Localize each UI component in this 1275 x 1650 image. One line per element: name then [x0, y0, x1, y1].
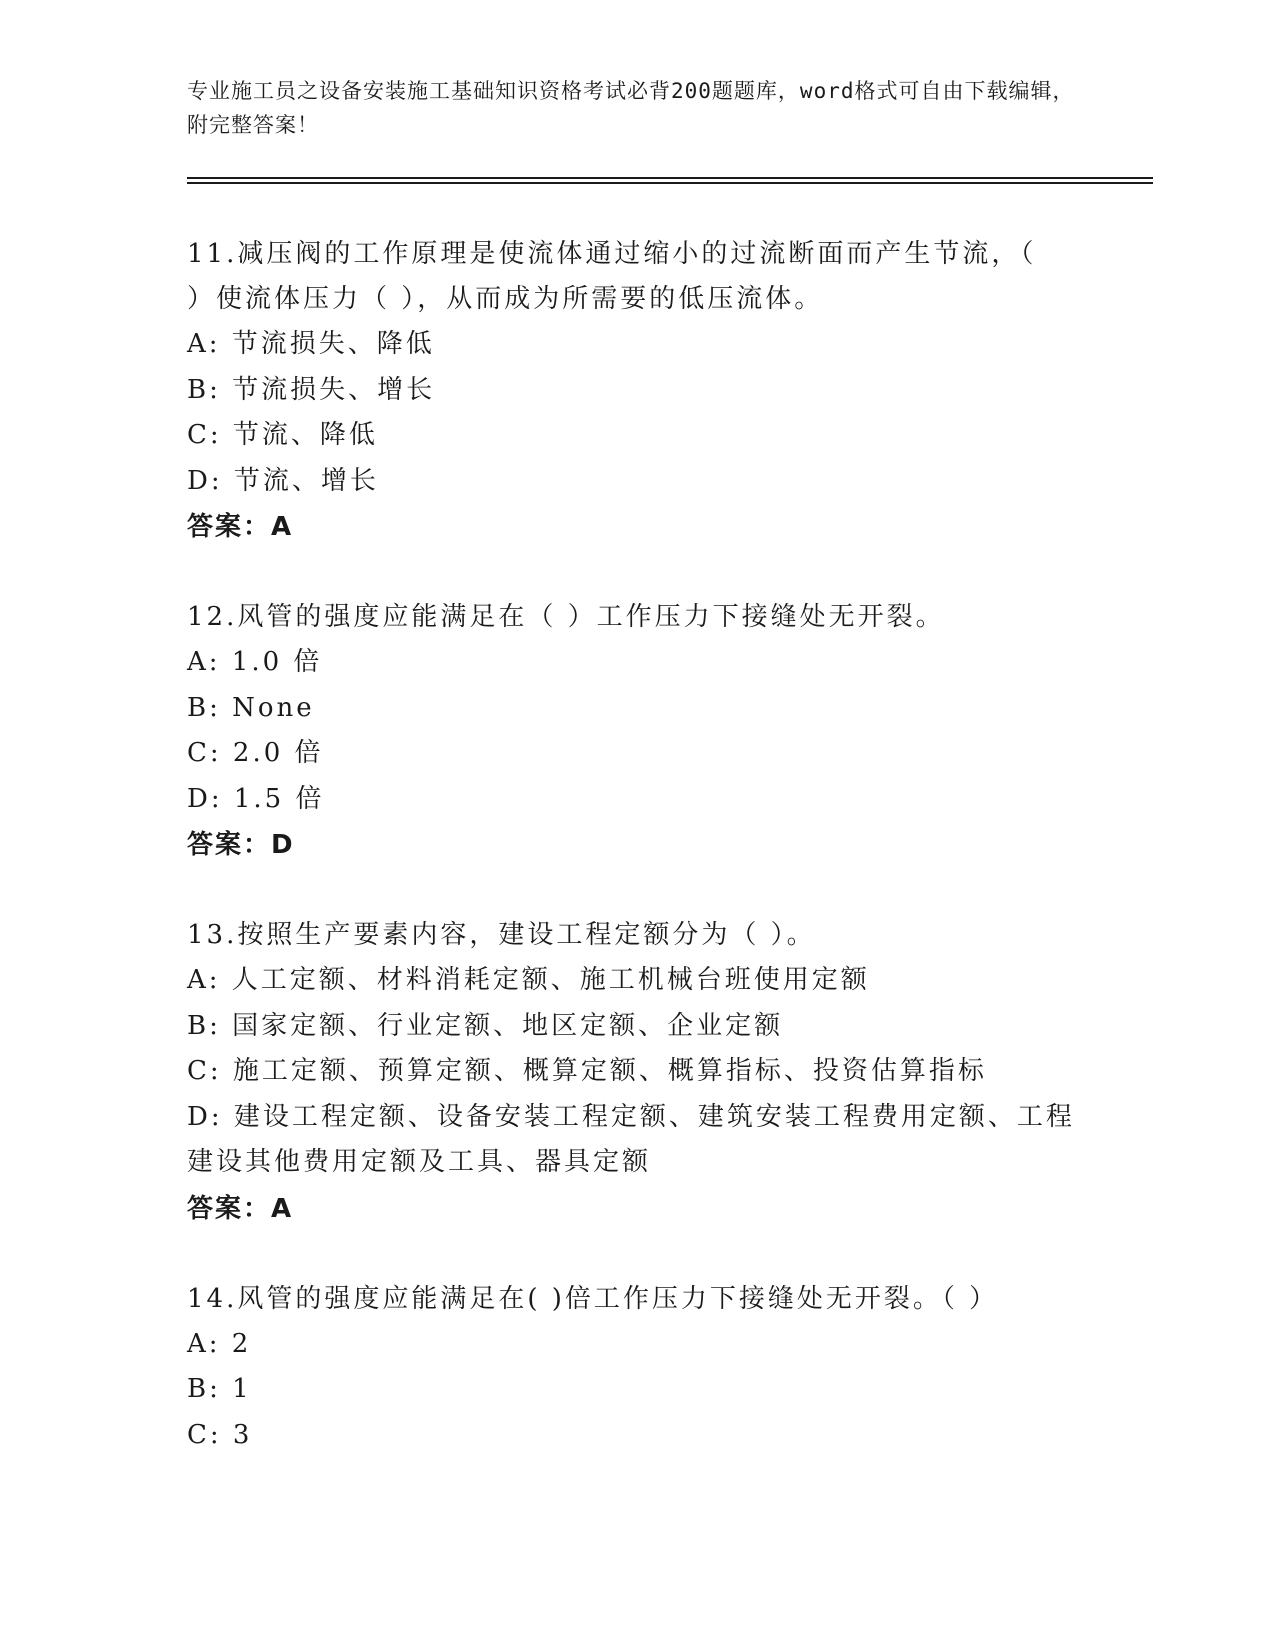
- option-c: C: 2.0 倍: [187, 738, 324, 768]
- question-13: [187, 913, 1087, 1232]
- question-stem-line: 12.风管的强度应能满足在（ ）工作压力下接缝处无开裂。: [187, 602, 945, 632]
- answer: 答案：A: [187, 512, 294, 542]
- question-12: [187, 595, 1087, 868]
- option-a: A: 人工定额、材料消耗定额、施工机械台班使用定额: [187, 965, 870, 995]
- option-c: C: 施工定额、预算定额、概算定额、概算指标、投资估算指标: [187, 1056, 987, 1086]
- option-a: A: 1.0 倍: [187, 647, 323, 677]
- spacer: [187, 550, 1087, 595]
- option-d-continued: 建设其他费用定额及工具、器具定额: [187, 1147, 652, 1177]
- question-stem-line: 13.按照生产要素内容，建设工程定额分为（ ）。: [187, 920, 816, 950]
- option-d: D: 节流、增长: [187, 465, 379, 496]
- option-a: A: 2: [187, 1328, 252, 1359]
- question-11: [187, 232, 1087, 550]
- option-d: D: 建设工程定额、设备安装工程定额、建筑安装工程费用定额、工程: [187, 1101, 1075, 1132]
- option-b: B: 1: [187, 1374, 252, 1404]
- option-b: B: 节流损失、增长: [187, 374, 436, 405]
- answer: 答案：D: [187, 830, 295, 860]
- document-title: 专业施工员之设备安装施工基础知识资格考试必背200题题库，word格式可自由下载编辑，附完整答案！: [187, 79, 1075, 137]
- option-c: C: 节流、降低: [187, 420, 378, 450]
- question-list: [187, 232, 1087, 1458]
- option-b: B: 国家定额、行业定额、地区定额、企业定额: [187, 1010, 784, 1041]
- spacer: [187, 1232, 1087, 1277]
- spacer: [187, 868, 1087, 913]
- question-stem-line: ）使流体压力（ ），从而成为所需要的低压流体。: [187, 284, 824, 314]
- answer: 答案：A: [187, 1193, 294, 1224]
- question-stem-line: 14.风管的强度应能满足在( )倍工作压力下接缝处无开裂。（ ）: [187, 1283, 999, 1314]
- header-divider-top: [187, 177, 1153, 179]
- document-header: [187, 74, 1087, 142]
- option-b: B: None: [187, 692, 315, 723]
- option-d: D: 1.5 倍: [187, 783, 325, 814]
- option-a: A: 节流损失、降低: [187, 329, 435, 359]
- option-c: C: 3: [187, 1419, 253, 1450]
- question-14: [187, 1277, 1087, 1459]
- header-divider-bottom: [187, 182, 1153, 184]
- question-stem-line: 11.减压阀的工作原理是使流体通过缩小的过流断面而产生节流，（: [187, 239, 1037, 269]
